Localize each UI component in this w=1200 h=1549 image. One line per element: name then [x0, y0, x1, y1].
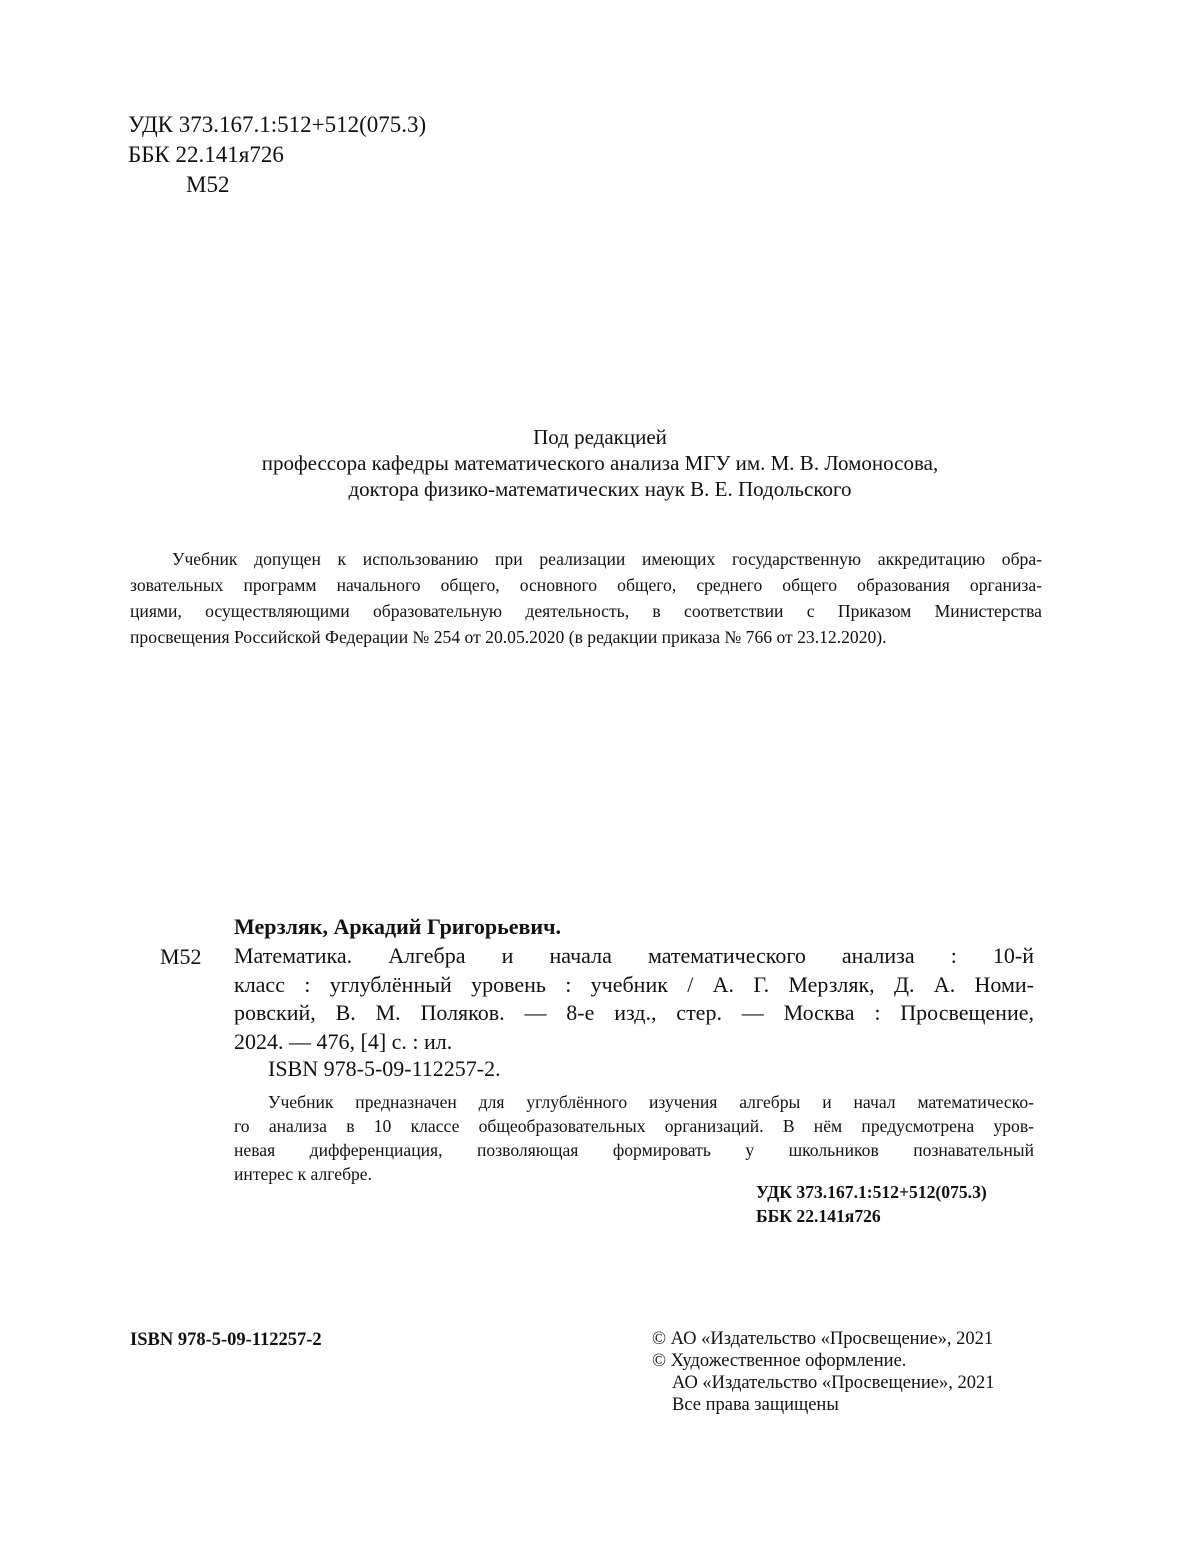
editor-line-1: Под редакцией — [533, 425, 667, 449]
card-annotation — [234, 1090, 1034, 1186]
card-description — [234, 942, 1034, 1056]
annotation-line: интерес к алгебре. — [234, 1164, 373, 1184]
footer-isbn: ISBN 978-5-09-112257-2 — [130, 1330, 322, 1350]
header-author-mark: М52 — [186, 172, 230, 197]
approval-line: циями, осуществляющими образовательную деятельность, в соответствии с Приказом Министерства — [130, 601, 1042, 621]
copyright-line: © АО «Издательство «Просвещение», 2021 — [652, 1329, 994, 1349]
card-description-line: Математика. Алгебра и начала математического анализа : 10-й — [234, 943, 1034, 968]
header-codes — [128, 110, 426, 200]
copyright-line: © Художественное оформление. — [652, 1351, 907, 1371]
card-udk: УДК 373.167.1:512+512(075.3) — [756, 1182, 987, 1202]
card-code: М52 — [160, 944, 202, 969]
annotation-line: невая дифференциация, позволяющая формировать у школьников познавательный — [234, 1140, 1034, 1160]
header-bbk: ББК 22.141я726 — [128, 142, 284, 167]
annotation-line: го анализа в 10 классе общеобразовательных организаций. В нём предусмотрена уров- — [234, 1116, 1034, 1136]
copyright-block — [652, 1328, 995, 1416]
card-description-line: класс : углублённый уровень : учебник / А. Г. Мерзляк, Д. А. Номи- — [234, 971, 1034, 997]
header-udk: УДК 373.167.1:512+512(075.3) — [128, 112, 427, 137]
card-description-line: ровский, В. М. Поляков. — 8-е изд., стер. — Москва : Просвещение, — [234, 1000, 1034, 1025]
editor-line-2: профессора кафедры математического анализа МГУ им. М. В. Ломоносова, — [261, 451, 939, 475]
editor-line-3: доктора физико-математических наук В. Е. Подольского — [348, 477, 852, 501]
approval-paragraph — [130, 546, 1042, 650]
annotation-line: Учебник предназначен для углублённого изучения алгебры и начал математическо- — [268, 1092, 1034, 1112]
approval-line: просвещения Российской Федерации № 254 от 20.05.2020 (в редакции приказа № 766 от 23.12.2020). — [130, 627, 887, 647]
copyright-line: АО «Издательство «Просвещение», 2021 — [672, 1373, 995, 1393]
card-isbn: ISBN 978-5-09-112257-2. — [268, 1056, 501, 1081]
card-codes — [756, 1180, 987, 1228]
editor-block — [190, 424, 1010, 502]
card-author: Мерзляк, Аркадий Григорьевич. — [234, 914, 562, 939]
card-description-line: 2024. — 476, [4] с. : ил. — [234, 1028, 453, 1054]
copyright-line: Все права защищены — [672, 1395, 839, 1415]
approval-line: Учебник допущен к использованию при реализации имеющих государственную аккредитацию обра- — [172, 549, 1042, 569]
card-bbk: ББК 22.141я726 — [756, 1206, 881, 1226]
approval-line: зовательных программ начального общего, основного общего, среднего общего образования организа- — [130, 575, 1042, 595]
